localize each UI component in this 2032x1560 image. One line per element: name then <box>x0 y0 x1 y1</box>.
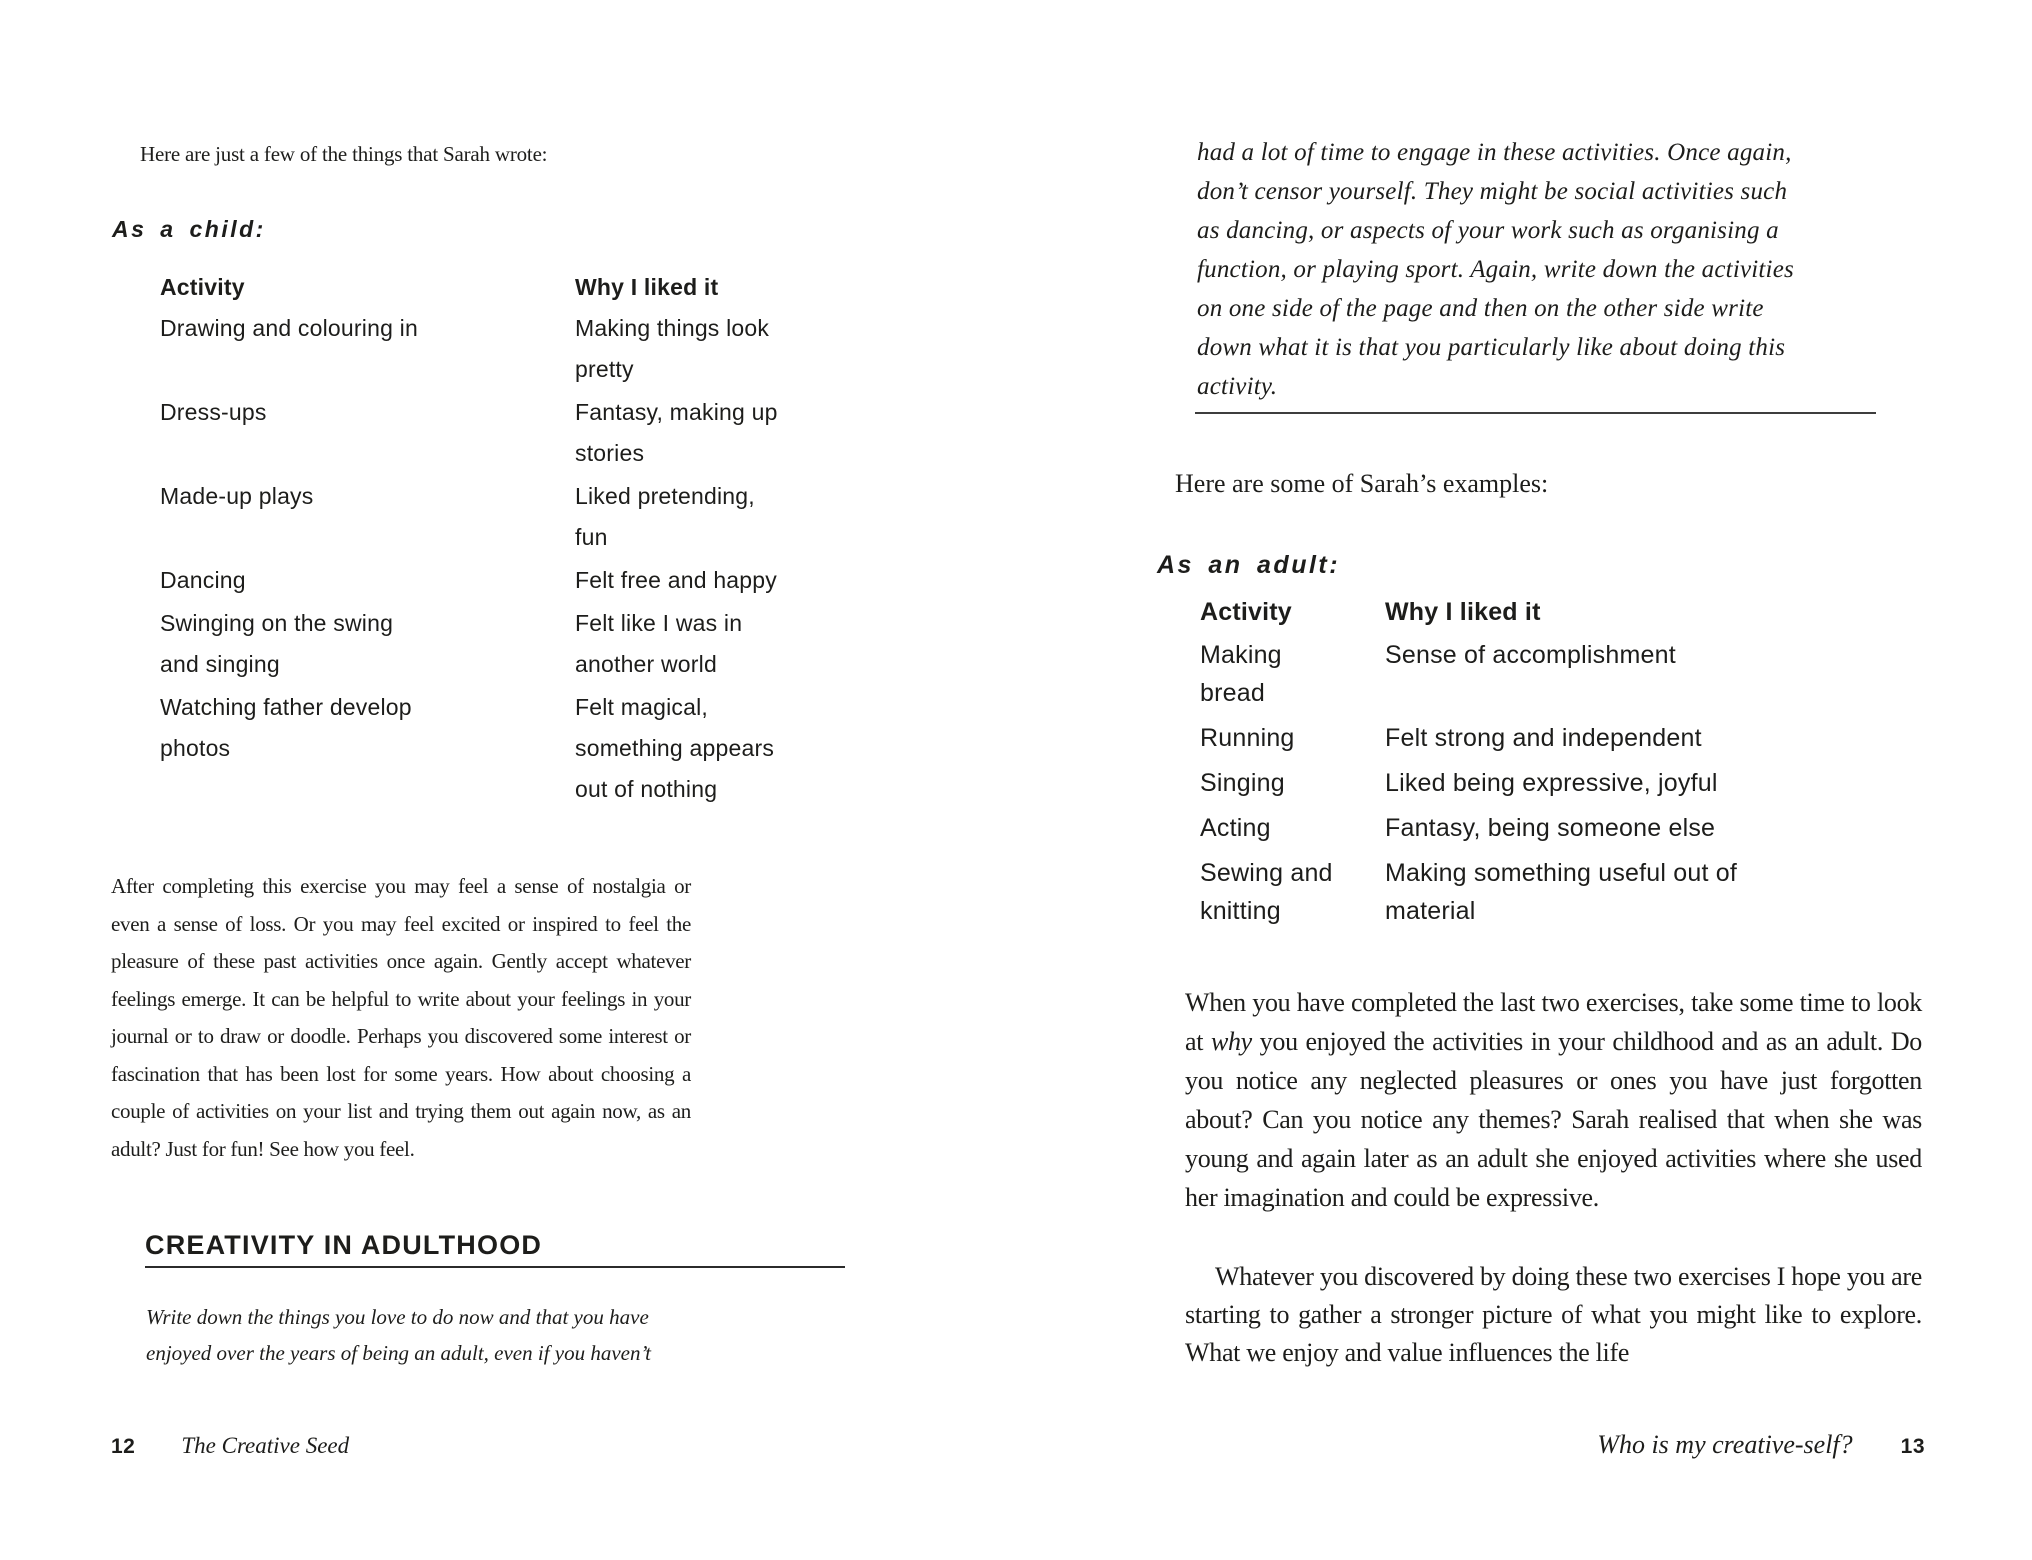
exercise-instruction: Write down the things you love to do now and that you have enjoyed over the years of being an adult, even if you haven’t <box>146 1305 652 1365</box>
column-header-activity: Activity <box>160 274 245 300</box>
table-row <box>160 476 820 558</box>
reason-cell: Liked pretending, fun <box>575 483 755 550</box>
reason-cell: Fantasy, being someone else <box>1385 814 1716 842</box>
reason-cell: Making things look pretty <box>575 315 770 382</box>
activity-table-adult <box>1200 593 1885 937</box>
table-row <box>1200 809 1885 847</box>
table-row <box>160 603 820 685</box>
table-header-row <box>160 267 820 308</box>
table-row <box>1200 636 1885 712</box>
section-label-as-a-child: As a child: <box>112 216 266 242</box>
paragraph-text: When you have completed the last two exercises, take some time to look at <box>1185 988 1922 1056</box>
horizontal-rule <box>1195 412 1876 414</box>
activity-cell: Watching father develop photos <box>160 694 412 761</box>
table-row <box>160 560 820 601</box>
activity-cell: Sewing and knitting <box>1200 859 1333 925</box>
column-header-activity: Activity <box>1200 598 1292 626</box>
intro-text: Here are just a few of the things that Sarah wrote: <box>140 142 548 166</box>
activity-cell: Singing <box>1200 769 1285 797</box>
column-header-why: Why I liked it <box>575 274 719 300</box>
activity-cell: Acting <box>1200 814 1271 842</box>
body-paragraph: Whatever you discovered by doing these two exercises I hope you are starting to gather a stronger picture of what you might like to explore. What we enjoy and value influences the life <box>1185 1262 1922 1367</box>
reason-cell: Liked being expressive, joyful <box>1385 769 1718 797</box>
exercise-instruction-continued: had a lot of time to engage in these activities. Once again, don’t censor yourself. They might be social activities such as dancing, or aspects of your work such as organising a function, or playing sport. Again, write down the activities on one side of the page and then on the other side write down what it is that you particularly like about doing this activity. <box>1197 139 1794 400</box>
page-number: 13 <box>1900 1435 1925 1458</box>
table-row <box>160 392 820 474</box>
running-title: The Creative Seed <box>181 1433 350 1458</box>
activity-cell: Running <box>1200 724 1295 752</box>
activity-cell: Dancing <box>160 567 246 593</box>
table-row <box>160 308 820 390</box>
running-title: Who is my creative-self? <box>1597 1430 1853 1459</box>
reason-cell: Felt strong and independent <box>1385 724 1702 752</box>
page-footer-right <box>1185 1430 1925 1460</box>
section-heading-creativity-in-adulthood: CREATIVITY IN ADULTHOOD <box>145 1227 845 1268</box>
reason-cell: Making something useful out of material <box>1385 859 1738 925</box>
reason-cell: Fantasy, making up stories <box>575 399 778 466</box>
page-right <box>1016 0 2032 1560</box>
reason-cell: Felt like I was in another world <box>575 610 743 677</box>
page-number: 12 <box>111 1435 136 1458</box>
table-row <box>160 687 820 810</box>
activity-cell: Made-up plays <box>160 483 314 509</box>
body-paragraph: After completing this exercise you may feel a sense of nostalgia or even a sense of loss. Or you may feel excited or inspired to feel the pleasure of these past activities once again. Gently accept whatever feelings emerge. It can be helpful to write about your feelings in your journal or to draw or doodle. Perhaps you discovered some interest or fascination that has been lost for some years. How about choosing a couple of activities on your list and trying them out again now, as an adult? Just for fun! See how you feel. <box>111 874 691 1161</box>
section-label-as-an-adult: As an adult: <box>1157 551 1341 579</box>
table-row <box>1200 764 1885 802</box>
activity-table-child <box>160 267 820 812</box>
activity-cell: Drawing and colouring in <box>160 315 418 341</box>
reason-cell: Felt free and happy <box>575 567 777 593</box>
table-header-row <box>1200 593 1885 631</box>
intro-text: Here are some of Sarah’s examples: <box>1175 469 1549 498</box>
paragraph-text: you enjoyed the activities in your childhood and as an adult. Do you notice any neglected pleasures or ones you have just forgotten about? Can you notice any themes? Sarah realised that when she was young and again later as an adult she enjoyed activities where she used her imagination and could be expressive. <box>1185 1027 1922 1212</box>
emphasized-word: why <box>1210 1027 1252 1056</box>
table-row <box>1200 854 1885 930</box>
activity-cell: Swinging on the swing and singing <box>160 610 394 677</box>
reason-cell: Sense of accomplishment <box>1385 641 1676 669</box>
table-row <box>1200 719 1885 757</box>
page-footer-left <box>111 1433 349 1459</box>
activity-cell: Dress-ups <box>160 399 267 425</box>
body-paragraph <box>1185 983 1922 1217</box>
column-header-why: Why I liked it <box>1385 598 1541 626</box>
reason-cell: Felt magical, something appears out of nothing <box>575 694 775 802</box>
activity-cell: Making bread <box>1200 641 1282 707</box>
